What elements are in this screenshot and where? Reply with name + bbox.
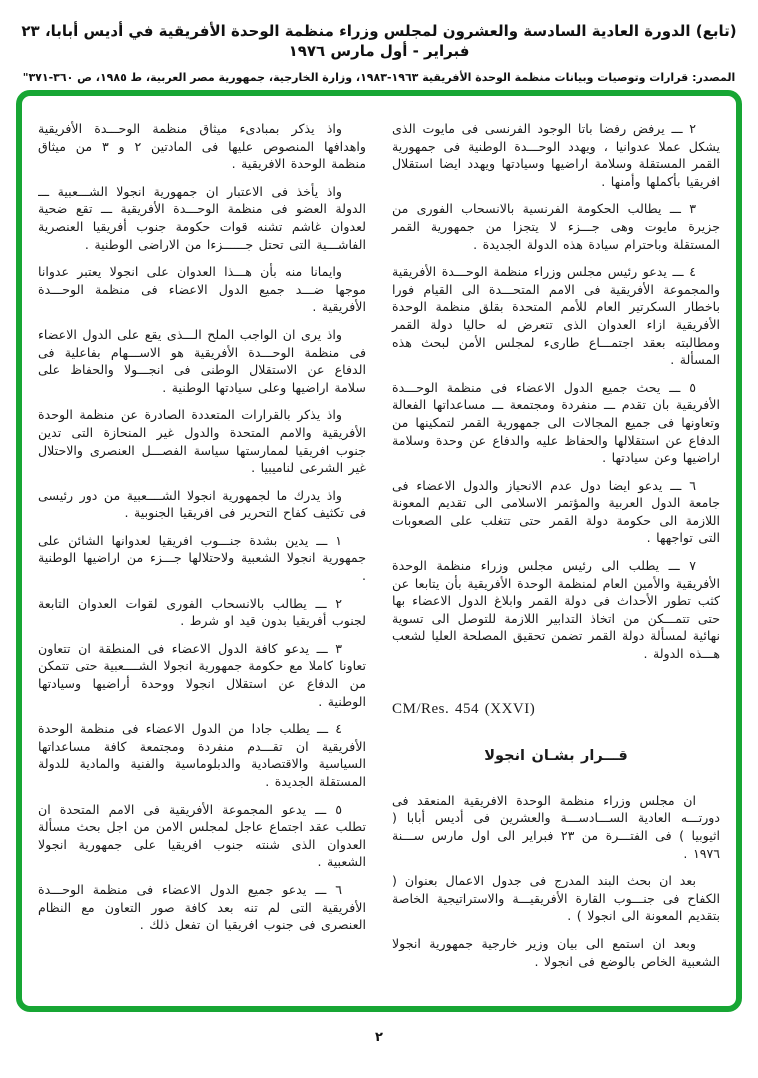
paragraph: ٣ ـــ يدعو كافة الدول الاعضاء فى المنطقة ان تتعاون تعاونا كاملا مع حكومة جمهورية انجولا الشــــعبية حتى تتمكن من الدفاع عن استقلال انجولا ووحدة أراضيها وسيادتها الوطنية . [38,640,366,709]
resolution-ref: CM/Res. 454 (XXVI) [392,700,536,717]
two-column-layout [38,120,720,998]
column-right [392,120,720,998]
paragraph: ٢ ـــ يطالب بالانسحاب الفورى لقوات العدوان التابعة لجنوب أفريقيا بدون قيد او شرط . [38,595,366,629]
page-header [10,22,748,85]
paragraph: ٣ ـــ يطالب الحكومة الفرنسية بالانسحاب الفورى من جزيرة مايوت وهى جـــزء لا يتجزا من جمهورية القمر المستقلة وباحترام سيادة هذه الدولة الجديدة . [392,201,720,252]
paragraph: واذ يرى ان الواجب الملح الـــذى يقع على الدول الاعضاء فى منظمة الوحـــدة الأفريقية هو الاســـهام بفاعلية فى الدفاع عن الاستقلال الوطنى فى انجـــولا والحفاظ على سلامة اراضيها وعلى سيادتها الوطنية . [38,326,366,395]
column-left [38,120,366,998]
paragraph: ٥ ـــ يدعو المجموعة الأفريقية فى الامم المتحدة ان تطلب عقد اجتماع عاجل لمجلس الامن من اجل بحث مسألة العدوان الذى شنته جنوب افريقيا على جمهورية انجولا الشعبية . [38,801,366,870]
header-source: المصدر: قرارات وتوصيات وبيانات منظمة الوحدة الأفريقية ١٩٦٣-١٩٨٣، وزارة الخارجية، جمهورية مصر العربية، ط ١٩٨٥، ص ٣٦٠-٣٧١" [22,71,736,84]
paragraph: واذ يأخذ فى الاعتبار ان جمهورية انجولا الشـــعبية ـــ الدولة العضو فى منظمة الوحـــدة الأفريقية ـــ تقع ضحية لعدوان غاشم تشنه قوات حكومة جنوب أفريقيا العنصرية الفاشـــية التى تحتل جــــــزءا من الاراضى الوطنية . [38,183,366,252]
paragraph: ان مجلس وزراء منظمة الوحدة الافريقية المنعقد فى دورتـــه العادية الســـادســـة والعشرين فى أديس أبابا ( اثيوبيا ) فى الفتـــرة من ٢٣ فبراير الى اول مارس ســـنة ١٩٧٦ . [392,792,720,861]
paragraph: ١ ـــ يدين بشدة جنـــوب افريقيا لعدوانها الشائن على جمهورية انجولا الشعبية ولاحتلالها جـــزء من اراضيها الوطنية . [38,532,366,584]
paragraph: وايمانا منه بأن هـــذا العدوان على انجولا يعتبر عدوانا موجها ضـــد جميع الدول الاعضاء فى منظمة الوحـــدة الأفريقية . [38,264,366,315]
paragraph: وبعد ان استمع الى بيان وزير خارجية جمهورية انجولا الشعبية الخاص بالوضع فى انجولا . [392,935,720,969]
page-number: ٢ [375,1030,383,1045]
paragraph: ٤ ـــ يدعو رئيس مجلس وزراء منظمة الوحـــدة الأفريقية والمجموعة الأفريقية فى الامم المتحـــدة الى القيام فورا باخطار السكرتير العام للأمم المتحدة بقلق منظمة الوحدة الأفريقية ازاء العدوان الذى تتعرض له حاليا دولة القمر ومطالبته بعقد اجتمـــاع طارىء لمجلس الأمن لبحث هذه المسألة . [392,264,720,368]
paragraph: بعد ان بحث البند المدرج فى جدول الاعمال بعنوان ( الكفاح فى جنـــوب القارة الأفريقيـــة والاستراتيجية الخاصة بتقديم المعونة الى انجولا ) . [392,873,720,924]
paragraph: واذ يذكر بالقرارات المتعددة الصادرة عن منظمة الوحدة الأفريقية والامم المتحدة والدول غير المنحازة التى تدين جنوب افريقيا لممارستها سياسة الفصـــل العنصرى والاحتلال غير الشرعى لناميبيا . [38,407,366,476]
paragraph: ٦ ـــ يدعو جميع الدول الاعضاء فى منظمة الوحـــدة الأفريقية التى لم تنه بعد كافة صور التعاون مع النظام العنصرى فى جنوب افريقيا ان تفعل ذلك . [38,881,366,933]
paragraph: ٥ ـــ يحث جميع الدول الاعضاء فى منظمة الوحـــدة الأفريقية بان تقدم ـــ منفردة ومجتمعة ـــ مساعداتها الفعالة وتعاونها فى جميع المجالات الى جمهورية القمر لتمكينها من الدفاع عن استقلالها والحفاظ عليه والدفاع عن وحدة وسلامة اراضيها وعن سيادتها . [392,379,720,466]
header-title: (تابع) الدورة العادية السادسة والعشرون لمجلس وزراء منظمة الوحدة الأفريقية في أديس أبابا، ٢٣ فبراير - أول مارس ١٩٧٦ [21,22,737,60]
paragraph: ٤ ـــ يطلب جادا من الدول الاعضاء فى منظمة الوحدة الأفريقية ان تقـــدم منفردة ومجتمعة كافة مساعداتها السياسية والاقتصادية والدبلوماسية والفنية والمادية للدولة المستقلة الجديدة . [38,721,366,789]
content-frame [16,90,742,1012]
paragraph: ٢ ـــ يرفض رفضا باتا الوجود الفرنسى فى مايوت الذى يشكل عملا عدوانيا ، ويهدد الوحـــدة الوطنية فى جمهورية القمر المستقلة وسلامة اراضيها وسيادتها ويهدد ايضا استقلال افريقيا بأكملها وأمنها . [392,121,720,189]
paragraph: ٦ ـــ يدعو ايضا دول عدم الانحياز والدول الاعضاء فى جامعة الدول العربية والمؤتمر الاسلامى الى تقديم المعونة اللازمة الى حكومة دولة القمر حتى تتغلب على الصعوبات التى تواجهها . [392,477,720,546]
paragraph: واذ يدرك ما لجمهورية انجولا الشــــعبية من دور رئيسى فى تكثيف كفاح التحرير فى افريقيا الجنوبية . [38,487,366,521]
paragraph: ٧ ـــ يطلب الى رئيس مجلس وزراء منظمة الوحدة الأفريقية والأمين العام لمنظمة الوحدة الأفريقية بأن يتابعا عن كثب تطور الأحداث فى دولة القمر وابلاغ الدول الاعضاء بها حتى تتمـــكن من اتخاذ التدابير اللازمة للتوصل الى تسوية نهائية لمسألة دولة القمر تضمن تحقيق المصلحة العليا لشعب هـــذه الدولة . [392,558,720,662]
resolution-heading: قـــرار بشـان انجولا [484,748,628,765]
paragraph: واذ يذكر بمبادىء ميثاق منظمة الوحـــدة الأفريقية واهدافها المنصوص عليها فى المادتين ٢ و ٣ من ميثاق منظمة الوحدة الافريقية . [38,121,366,172]
